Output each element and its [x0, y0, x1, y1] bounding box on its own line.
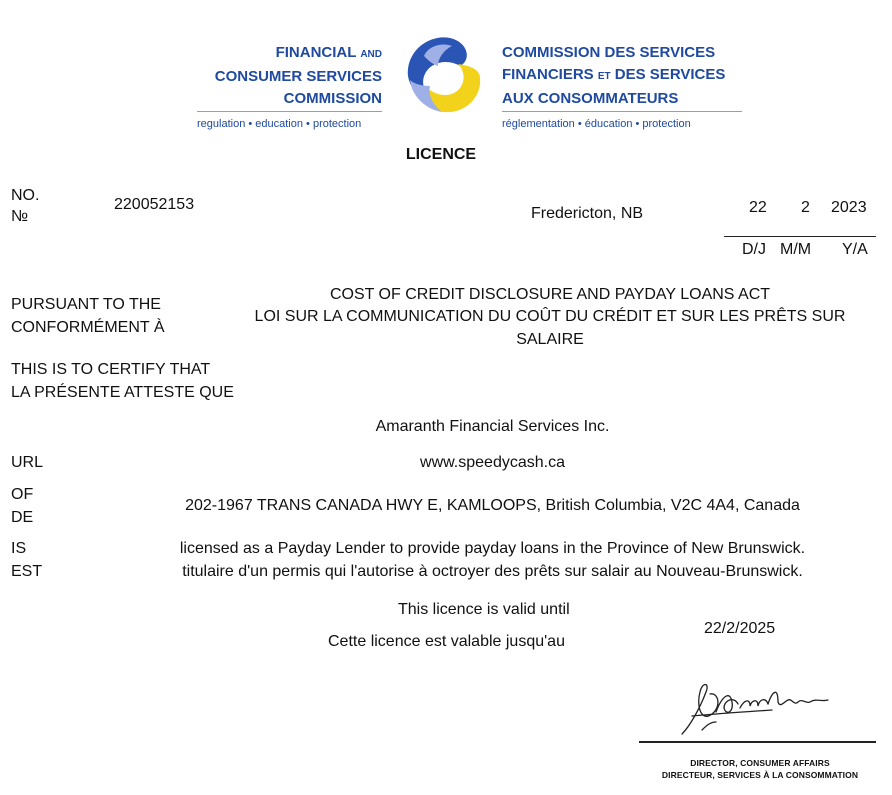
address-value: 202-1967 TRANS CANADA HWY E, KAMLOOPS, British Columbia, V2C 4A4, Canada: [185, 497, 800, 514]
date-year-label: Y/A: [842, 241, 868, 258]
pursuant-label-en: PURSUANT TO THE: [11, 296, 161, 313]
signatory-title-en: DIRECTOR, CONSUMER AFFAIRS: [690, 758, 830, 768]
certify-label-fr: LA PRÉSENTE ATTESTE QUE: [11, 384, 234, 401]
place: Fredericton, NB: [531, 205, 644, 222]
address-label-en: OF: [11, 486, 34, 503]
status-label-fr: EST: [11, 563, 43, 580]
status-label-en: IS: [11, 540, 27, 557]
fcnb-swirl-logo-icon: [398, 28, 488, 123]
signatory-title-fr: DIRECTEUR, SERVICES À LA CONSOMMATION: [661, 770, 859, 780]
org-name-en: FINANCIAL AND CONSUMER SERVICES COMMISSION: [214, 44, 382, 107]
status-text-fr: titulaire d'un permis qui l'autorise à octroyer des prêts sur salair au Nouveau-Brunswick.: [182, 563, 803, 580]
date-day-label: D/J: [742, 241, 766, 258]
signature-graphic-icon: [672, 672, 847, 747]
date-year: 2023: [831, 199, 867, 216]
document-title: LICENCE: [405, 146, 477, 163]
pursuant-label-fr: CONFORMÉMENT À: [11, 319, 165, 336]
url-label: URL: [11, 454, 44, 471]
certify-label-en: THIS IS TO CERTIFY THAT: [11, 361, 211, 378]
act-name-en: COST OF CREDIT DISCLOSURE AND PAYDAY LOANS ACT: [329, 286, 771, 303]
validity-date: 22/2/2025: [704, 620, 776, 637]
act-name-fr-line1: LOI SUR LA COMMUNICATION DU COÛT DU CRÉDIT ET SUR LES PRÊTS SUR: [254, 308, 846, 325]
validity-text-fr: Cette licence est valable jusqu'au: [328, 633, 565, 650]
header-rule-en: [197, 111, 382, 112]
status-text-en: licensed as a Payday Lender to provide payday loans in the Province of New Brunswick.: [179, 540, 806, 557]
number-label-en: NO.: [11, 187, 40, 204]
org-name-fr: COMMISSION DES SERVICES FINANCIERS ET DES SERVICES AUX CONSOMMATEURS: [502, 44, 726, 107]
tagline-en: regulation • education • protection: [197, 118, 362, 130]
address-label-fr: DE: [11, 509, 34, 526]
tagline-fr: réglementation • éducation • protection: [502, 118, 691, 130]
act-name-fr-line2: SALAIRE: [516, 331, 584, 348]
date-month-label: M/M: [780, 241, 812, 258]
number-label-fr: №: [11, 208, 29, 225]
company-name: Amaranth Financial Services Inc.: [375, 418, 610, 435]
validity-text-en: This licence is valid until: [398, 601, 570, 618]
date-day: 22: [749, 199, 767, 216]
date-month: 2: [801, 199, 810, 216]
url-value: www.speedycash.ca: [420, 454, 565, 471]
licence-number: 220052153: [114, 196, 195, 213]
signature-line: [639, 741, 876, 743]
header-rule-fr: [502, 111, 742, 112]
date-underline: [724, 236, 876, 237]
